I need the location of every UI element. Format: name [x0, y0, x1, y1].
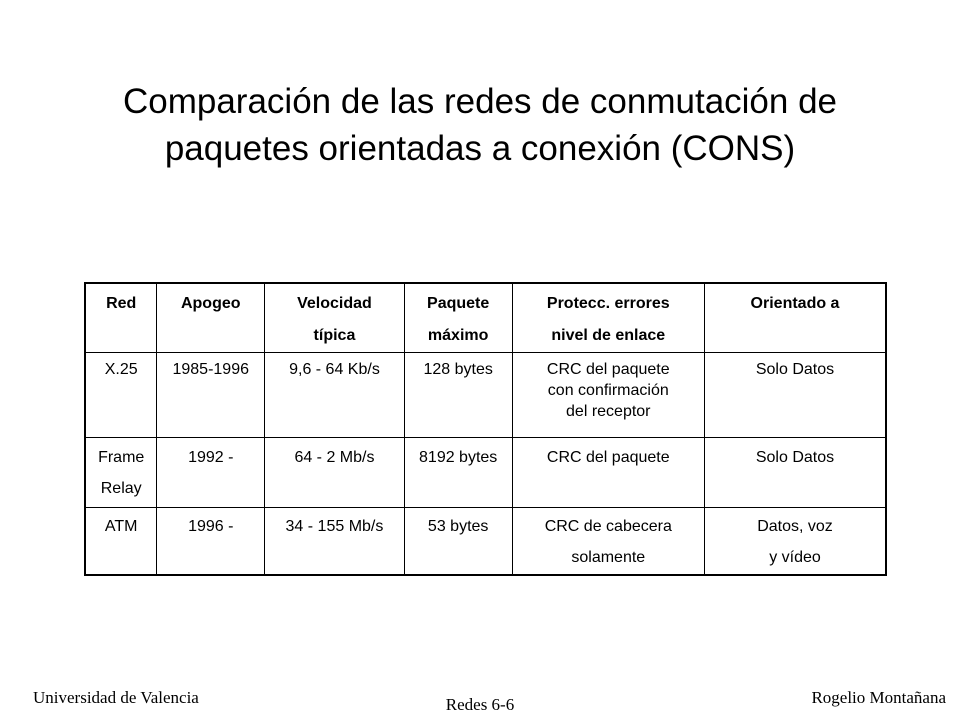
slide-title-line-2: paquetes orientadas a conexión (CONS) — [164, 129, 796, 168]
footer-university: Universidad de Valencia — [33, 688, 199, 707]
cell-orientado: Solo Datos — [705, 353, 887, 438]
cell-velocidad: 64 - 2 Mb/s — [265, 438, 405, 508]
cell-red: X.25 — [85, 353, 157, 438]
slide-title-line-1: Comparación de las redes de conmutación de — [122, 82, 838, 121]
cell-proteccion: CRC del paquete — [512, 438, 704, 508]
cell-apogeo: 1992 - — [157, 438, 265, 508]
cell-apogeo: 1985-1996 — [157, 353, 265, 438]
cell-apogeo: 1996 - — [157, 508, 265, 575]
cell-velocidad: 34 - 155 Mb/s — [265, 508, 405, 575]
comparison-table — [84, 282, 887, 576]
cell-paquete: 128 bytes — [404, 353, 512, 438]
header-orientado: Orientado a — [705, 283, 887, 353]
cell-paquete: 8192 bytes — [404, 438, 512, 508]
footer-author: Rogelio Montañana — [811, 688, 946, 707]
footer-slide-number: Redes 6-6 — [445, 695, 515, 714]
header-velocidad: Velocidad típica — [265, 283, 405, 353]
slide-title — [60, 78, 900, 172]
header-apogeo: Apogeo — [157, 283, 265, 353]
header-paquete: Paquete máximo — [404, 283, 512, 353]
table-row — [85, 438, 886, 508]
cell-paquete: 53 bytes — [404, 508, 512, 575]
table-row — [85, 353, 886, 438]
cell-proteccion: CRC de cabecera solamente — [512, 508, 704, 575]
table-row — [85, 508, 886, 575]
header-proteccion: Protecc. errores nivel de enlace — [512, 283, 704, 353]
cell-orientado: Solo Datos — [705, 438, 887, 508]
cell-red: ATM — [85, 508, 157, 575]
cell-red: Frame Relay — [85, 438, 157, 508]
header-red: Red — [85, 283, 157, 353]
cell-velocidad: 9,6 - 64 Kb/s — [265, 353, 405, 438]
table-header-row — [85, 283, 886, 353]
cell-proteccion: CRC del paquete con confirmación del receptor — [512, 353, 704, 438]
cell-orientado: Datos, voz y vídeo — [705, 508, 887, 575]
